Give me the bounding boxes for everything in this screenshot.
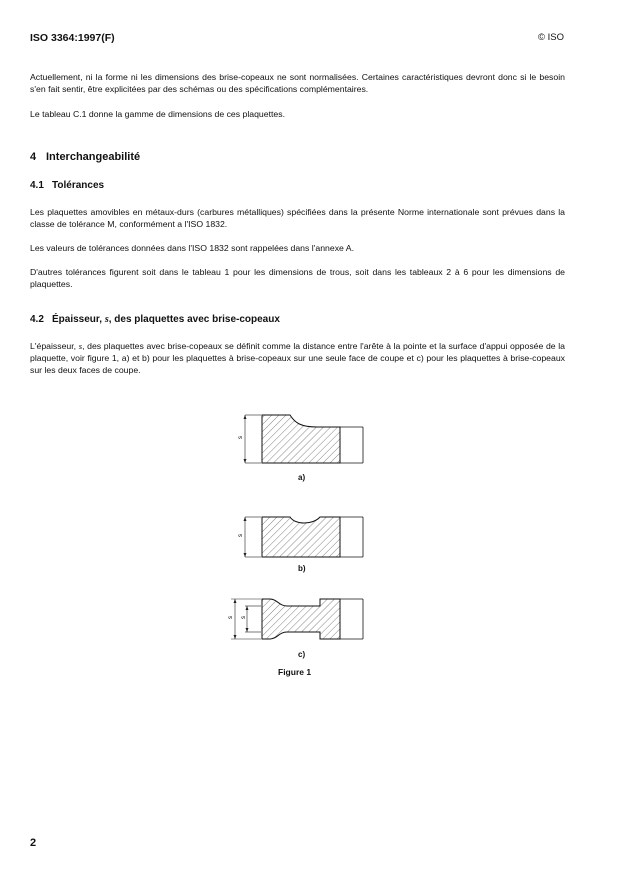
tolerances-paragraph-2: Les valeurs de tolérances données dans l'ISO 1832 sont rappelées dans l'annexe A.: [30, 243, 355, 253]
thickness-symbol: s: [78, 341, 83, 351]
thickness-text-part2: , des plaquettes avec brise-copeaux se définit comme la distance entre l'arête à la pointe et la surface d'appui opposée de la plaquette, voir figure 1, a) et b) pour les plaquettes à brise-copeaux sur une seule face de coupe et c) pour les plaquettes à brise-copeaux sur les deux faces de coupe.: [30, 341, 565, 376]
figure-1b-insert-single-chipbreaker: [225, 505, 385, 565]
copyright-mark: © ISO: [537, 32, 564, 43]
section-4-1-title: Tolérances: [52, 180, 105, 191]
section-4-2-title-part1: Épaisseur,: [52, 314, 105, 325]
fig-b-dimension-label: s: [238, 534, 244, 537]
thickness-text-part1: L'épaisseur,: [30, 341, 79, 351]
figure-1c-label: c): [298, 650, 306, 659]
section-4-1-heading: [30, 180, 104, 191]
figure-1a-insert-single-chipbreaker: [225, 405, 385, 470]
figure-1b-label: b): [298, 564, 306, 573]
section-4-2-heading: [30, 314, 280, 325]
section-4-2-number: 4.2: [30, 314, 44, 325]
fig-c-outer-dimension-label: s: [228, 616, 234, 619]
section-4-title: Interchangeabilité: [46, 151, 141, 163]
figure-caption: Figure 1: [278, 667, 312, 677]
section-4-2-title-part2: , des plaquettes avec brise-copeaux: [108, 314, 280, 325]
thickness-paragraph: [30, 340, 565, 377]
tolerances-paragraph-1: Les plaquettes amovibles en métaux-durs (carbures métalliques) spécifiées dans la présente Norme internationale sont prévues dans la classe de tolérance M, conformément a l'ISO 1832.: [30, 207, 565, 230]
figure-1a-label: a): [298, 473, 306, 482]
intro-paragraph-1: Actuellement, ni la forme ni les dimensions des brise-copeaux ne sont normalisées. Certaines caractéristiques devront donc si le besoin s'en fait sentir, être explicitées par des schémas ou des spécifications complémentaires.: [30, 72, 565, 95]
document-id: ISO 3364:1997(F): [30, 32, 115, 44]
fig-a-dimension-label: s: [238, 436, 244, 439]
page-number: 2: [30, 837, 37, 849]
fig-c-inner-dimension-label: s: [241, 616, 247, 619]
section-4-2-title-symbol: s: [104, 314, 109, 325]
intro-paragraph-2: Le tableau C.1 donne la gamme de dimensions de ces plaquettes.: [30, 109, 286, 119]
section-4-number: 4: [30, 151, 37, 163]
tolerances-paragraph-3: D'autres tolérances figurent soit dans le tableau 1 pour les dimensions de trous, soit dans les tableaux 2 à 6 pour les dimensions de plaquettes.: [30, 267, 565, 290]
section-4-1-number: 4.1: [30, 180, 44, 191]
figure-1c-insert-double-chipbreaker: [225, 595, 385, 645]
section-4-heading: [30, 151, 140, 163]
